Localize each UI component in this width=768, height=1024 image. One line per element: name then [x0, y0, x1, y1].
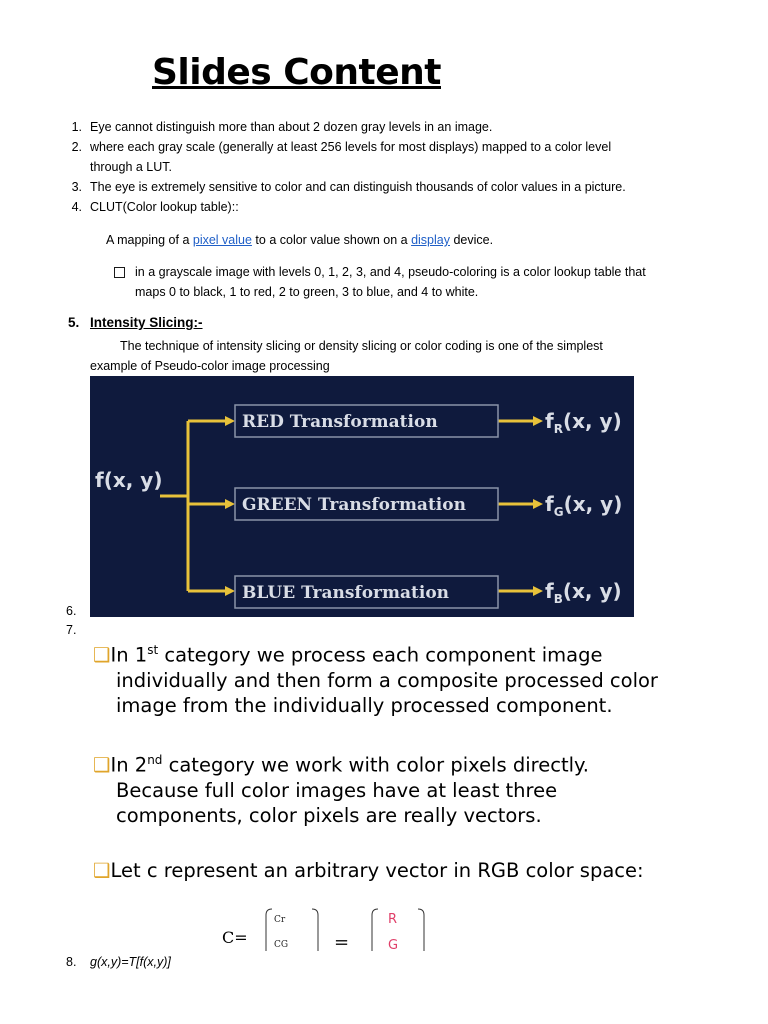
green-transformation-label: GREEN Transformation	[242, 495, 466, 515]
section-5-number: 5.	[68, 315, 80, 330]
numbered-list	[60, 118, 720, 218]
equals-sign: =	[334, 932, 350, 953]
list-number: 3.	[71, 180, 82, 194]
arrowhead-icon	[225, 499, 235, 509]
arrowhead-icon	[225, 416, 235, 426]
square-bullet-icon: ❑	[93, 753, 111, 777]
list-number: 7.	[66, 623, 77, 637]
bullet-text: in a grayscale image with levels 0, 1, 2, 3, and 4, pseudo-coloring is a color lookup table that	[135, 265, 646, 279]
input-label: f(x, y)	[95, 468, 163, 492]
category-line: ❑In 1st category we process each component image	[93, 643, 603, 667]
list-item	[60, 198, 720, 218]
definition-text: device.	[450, 233, 494, 247]
definition-text: A mapping of a	[106, 233, 193, 247]
list-number: 4.	[71, 200, 82, 214]
list-number: 1.	[71, 120, 82, 134]
category-1-block	[93, 638, 693, 718]
vector-intro: ❑Let c represent an arbitrary vector in RGB color space:	[93, 859, 644, 882]
category-line: individually and then form a composite processed color	[116, 668, 658, 692]
definition-text: to a color value shown on a	[251, 233, 412, 247]
category-line: Because full color images have at least three	[116, 778, 558, 802]
arrowhead-icon	[533, 416, 543, 426]
checkbox-bullet-icon	[114, 267, 125, 278]
section-heading: Intensity Slicing:-	[90, 315, 203, 330]
category-2-block	[93, 748, 693, 828]
vector-formula	[262, 905, 432, 955]
vector-component-g: G	[388, 938, 399, 953]
arrowhead-icon	[533, 586, 543, 596]
bracket-left	[372, 909, 378, 951]
list-number: 6.	[66, 604, 77, 618]
list-text: through a LUT.	[90, 160, 172, 174]
formula-text: g(x,y)=T[f(x,y)]	[90, 955, 171, 969]
arrowhead-icon	[533, 499, 543, 509]
bullet-text: maps 0 to black, 1 to red, 2 to green, 3 to blue, and 4 to white.	[135, 285, 479, 299]
box-labels	[242, 412, 466, 603]
vector-component: Cr	[274, 915, 286, 925]
formula-lhs: C=	[222, 928, 248, 947]
output-red-label: $f_R(x$, y)	[545, 409, 622, 436]
square-bullet-icon: ❑	[93, 859, 111, 882]
page-title: Slides Content	[152, 52, 441, 93]
list-item	[60, 138, 720, 178]
category-line: components, color pixels are really vectors.	[116, 803, 542, 827]
list-text: where each gray scale (generally at least 256 levels for most displays) mapped to a color level	[90, 140, 612, 154]
list-item	[60, 118, 720, 138]
list-text: CLUT(Color lookup table)::	[90, 200, 239, 214]
vector-component-r: R	[388, 912, 398, 927]
bracket-right	[418, 909, 424, 951]
pixel-value-link[interactable]: pixel value	[192, 233, 252, 247]
square-bullet-icon: ❑	[93, 643, 111, 667]
bracket-right	[312, 909, 318, 951]
list-text: Eye cannot distinguish more than about 2 dozen gray levels in an image.	[90, 120, 493, 134]
category-line: ❑In 2nd category we work with color pixels directly.	[93, 753, 589, 777]
output-green-label: $f_G(x$, y)	[545, 492, 623, 519]
arrowhead-icon	[225, 586, 235, 596]
list-number: 8.	[66, 955, 77, 969]
red-transformation-label: RED Transformation	[242, 412, 438, 432]
vector-component: CG	[274, 940, 289, 950]
display-link[interactable]: display	[411, 233, 450, 247]
bracket-left	[266, 909, 272, 951]
list-number: 2.	[71, 140, 82, 154]
section-text: example of Pseudo-color image processing	[90, 359, 330, 373]
list-item	[60, 178, 720, 198]
output-blue-label: $f_B(x$, y)	[545, 579, 622, 606]
transformation-diagram-svg	[90, 376, 634, 617]
blue-transformation-label: BLUE Transformation	[242, 583, 450, 603]
section-text: The technique of intensity slicing or density slicing or color coding is one of the simplest	[120, 339, 603, 353]
pseudo-color-diagram	[90, 376, 634, 617]
category-line: image from the individually processed component.	[116, 693, 613, 717]
clut-definition	[106, 231, 493, 250]
list-text: The eye is extremely sensitive to color and can distinguish thousands of color values in a picture.	[90, 180, 626, 194]
